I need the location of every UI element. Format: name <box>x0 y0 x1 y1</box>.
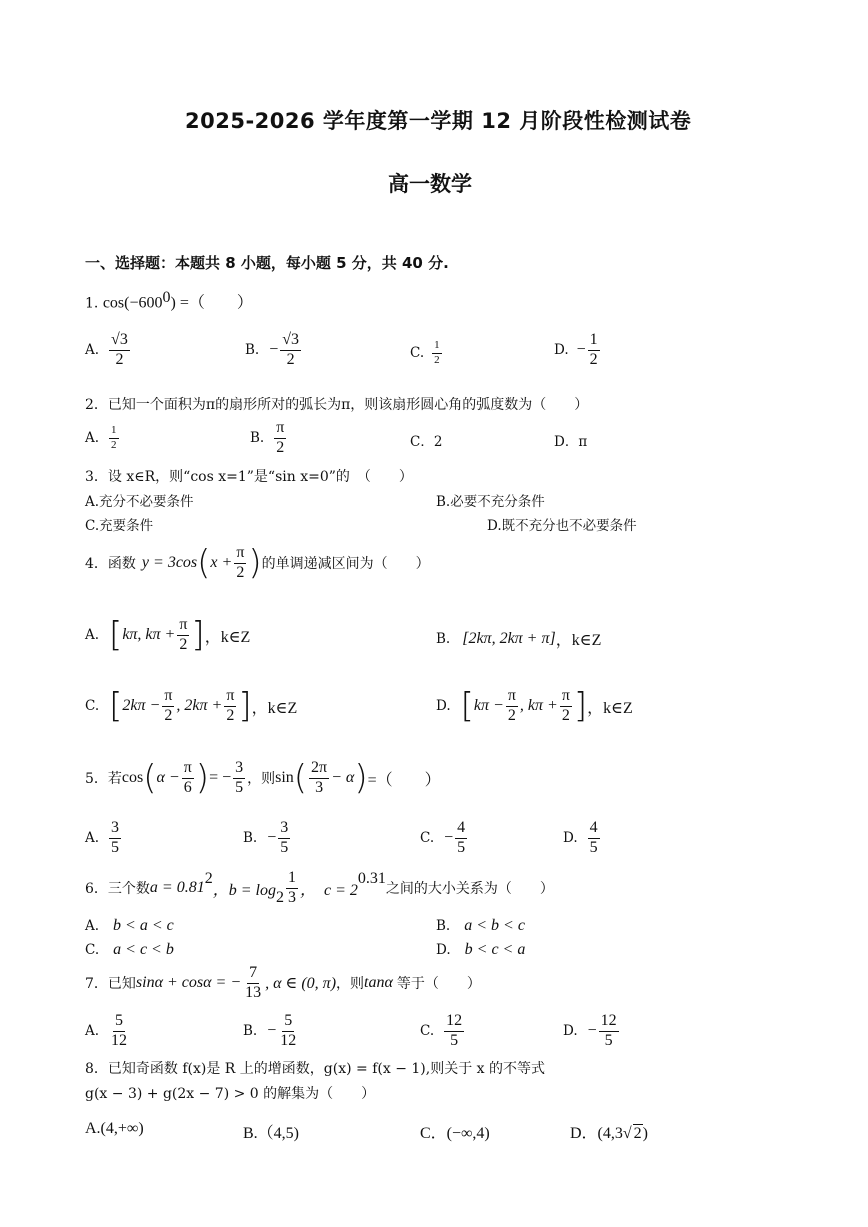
fraction: $\frac{5}{12}$ <box>111 1012 128 1049</box>
fraction: $\frac{√3}{2}$ <box>111 331 128 368</box>
question-6-stem: 6．三个数 a = 0.81 2 ，b = log 2 $\frac{1}{3}$ ， c = 2 0.31 之间的大小关系为（ ） <box>85 869 554 906</box>
q6-option-c: C. a < c < b <box>85 941 174 958</box>
q5-option-b: B. − $\frac{3}{5}$ <box>243 819 289 856</box>
q3-option-a: A.充分不必要条件 <box>85 494 194 510</box>
question-1-stem: 1. $\cos(-600^0)$ =（ ） <box>85 289 253 312</box>
q1-option-c: C. $\frac{1}{2}$ <box>410 339 440 366</box>
q1-option-b: B. − $\frac{√3}{2}$ <box>245 331 300 368</box>
q6-option-d: D. b < c < a <box>436 941 526 958</box>
fraction: $\frac{\pi}{2}$ <box>507 687 516 724</box>
fraction: $\frac{3}{5}$ <box>235 759 244 796</box>
q4-option-b: B. [2kπ, 2kπ + π] ，k∈Z <box>436 629 602 649</box>
q3-option-d: D.既不充分也不必要条件 <box>487 518 637 534</box>
q4-option-d: D. [ kπ − $\frac{\pi}{2}$ , kπ + $\frac{\pi}{2}$ ] ，k∈Z <box>436 686 633 727</box>
fraction: $\frac{\pi}{2}$ <box>179 616 188 653</box>
question-7-stem: 7．已知 sinα + cosα = − $\frac{7}{13}$ , α ∈ (0, π) ，则 tanα 等于（ ） <box>85 964 481 1001</box>
fraction: $\frac{12}{5}$ <box>600 1012 617 1049</box>
fraction: $\frac{1}{3}$ <box>287 869 296 906</box>
q3-option-c: C.充要条件 <box>85 518 154 534</box>
q8-option-c: C．(−∞,4) <box>420 1125 490 1142</box>
q1-option-a: A. $\frac{√3}{2}$ <box>85 331 128 368</box>
q2-option-c: C．2 <box>410 434 443 450</box>
fraction: $\frac{\pi}{2}$ <box>226 687 235 724</box>
q4-option-a: A. [ kπ, kπ + $\frac{\pi}{2}$ ] ，k∈Z <box>85 615 251 656</box>
fraction: $\frac{3}{5}$ <box>111 819 120 856</box>
q8-option-b: B.（4,5) <box>243 1125 300 1142</box>
question-5-stem: 5．若 cos ( α − $\frac{\pi}{6}$ ) = − $\frac{3}{5}$ ，则 sin ( $\frac{2\pi}{3}$ − α ) =（ ） <box>85 758 441 799</box>
fraction: $\frac{\pi}{2}$ <box>236 544 245 581</box>
q8-option-d: D．(4,3√ 2) <box>570 1125 648 1142</box>
fraction: $\frac{12}{5}$ <box>446 1012 463 1049</box>
q1-option-d: D. − $\frac{1}{2}$ <box>554 331 598 368</box>
fraction: $\frac{1}{2}$ <box>111 424 117 451</box>
fraction: $\frac{5}{12}$ <box>280 1012 297 1049</box>
q7-option-a: A. $\frac{5}{12}$ <box>85 1012 128 1049</box>
q5-option-d: D. $\frac{4}{5}$ <box>563 819 598 856</box>
section-heading: 一、选择题：本题共 8 小题，每小题 5 分，共 40 分. <box>85 254 449 272</box>
exam-title: 2025-2026 学年度第一学期 12 月阶段性检测试卷 <box>185 109 692 133</box>
fraction: $\frac{4}{5}$ <box>589 819 598 856</box>
q5-option-a: A. $\frac{3}{5}$ <box>85 819 120 856</box>
q2-option-a: A. $\frac{1}{2}$ <box>85 424 117 451</box>
fraction: $\frac{√3}{2}$ <box>282 331 300 368</box>
fraction: $\frac{1}{2}$ <box>589 331 598 368</box>
q2-option-d: D．π <box>554 434 588 450</box>
q8-option-a: A.(4,+∞) <box>85 1120 144 1137</box>
fraction: $\frac{\pi}{2}$ <box>561 687 570 724</box>
fraction: $\frac{2\pi}{3}$ <box>311 759 328 796</box>
fraction: $\frac{\pi}{2}$ <box>276 419 285 456</box>
question-2-stem: 2．已知一个面积为π的扇形所对的弧长为π，则该扇形圆心角的弧度数为（ ） <box>85 397 589 413</box>
q6-option-a: A. b < a < c <box>85 917 174 934</box>
q3-option-b: B.必要不充分条件 <box>436 494 545 510</box>
q2-option-b: B. $\frac{\pi}{2}$ <box>250 419 285 456</box>
question-8-line2: g(x − 3) + g(2x − 7) > 0 的解集为（ ） <box>85 1086 376 1102</box>
fraction: $\frac{4}{5}$ <box>457 819 466 856</box>
q7-option-d: D. − $\frac{12}{5}$ <box>563 1012 617 1049</box>
q4-option-c: C. [ 2kπ − $\frac{\pi}{2}$ , 2kπ + $\frac{\pi}{2}$ ] ，k∈Z <box>85 686 298 727</box>
q7-option-b: B. − $\frac{5}{12}$ <box>243 1012 297 1049</box>
fraction: $\frac{3}{5}$ <box>280 819 289 856</box>
q6-option-b: B. a < b < c <box>436 917 525 934</box>
fraction: $\frac{7}{13}$ <box>245 964 262 1001</box>
subject-title: 高一数学 <box>388 172 472 196</box>
question-3-stem: 3．设 x∈R，则“cos x=1”是“sin x=0”的 （ ） <box>85 469 413 485</box>
question-8-line1: 8．已知奇函数 f(x)是 R 上的增函数，g(x) = f(x − 1),则关于 x 的不等式 <box>85 1061 545 1077</box>
q7-option-c: C. $\frac{12}{5}$ <box>420 1012 463 1049</box>
q5-option-c: C. − $\frac{4}{5}$ <box>420 819 466 856</box>
question-4-stem: 4．函数 y = 3cos ( x + $\frac{\pi}{2}$ ) 的单调递减区间为（ ） <box>85 543 430 584</box>
fraction: $\frac{1}{2}$ <box>434 339 440 366</box>
fraction: $\frac{\pi}{2}$ <box>164 687 173 724</box>
fraction: $\frac{\pi}{6}$ <box>183 759 192 796</box>
